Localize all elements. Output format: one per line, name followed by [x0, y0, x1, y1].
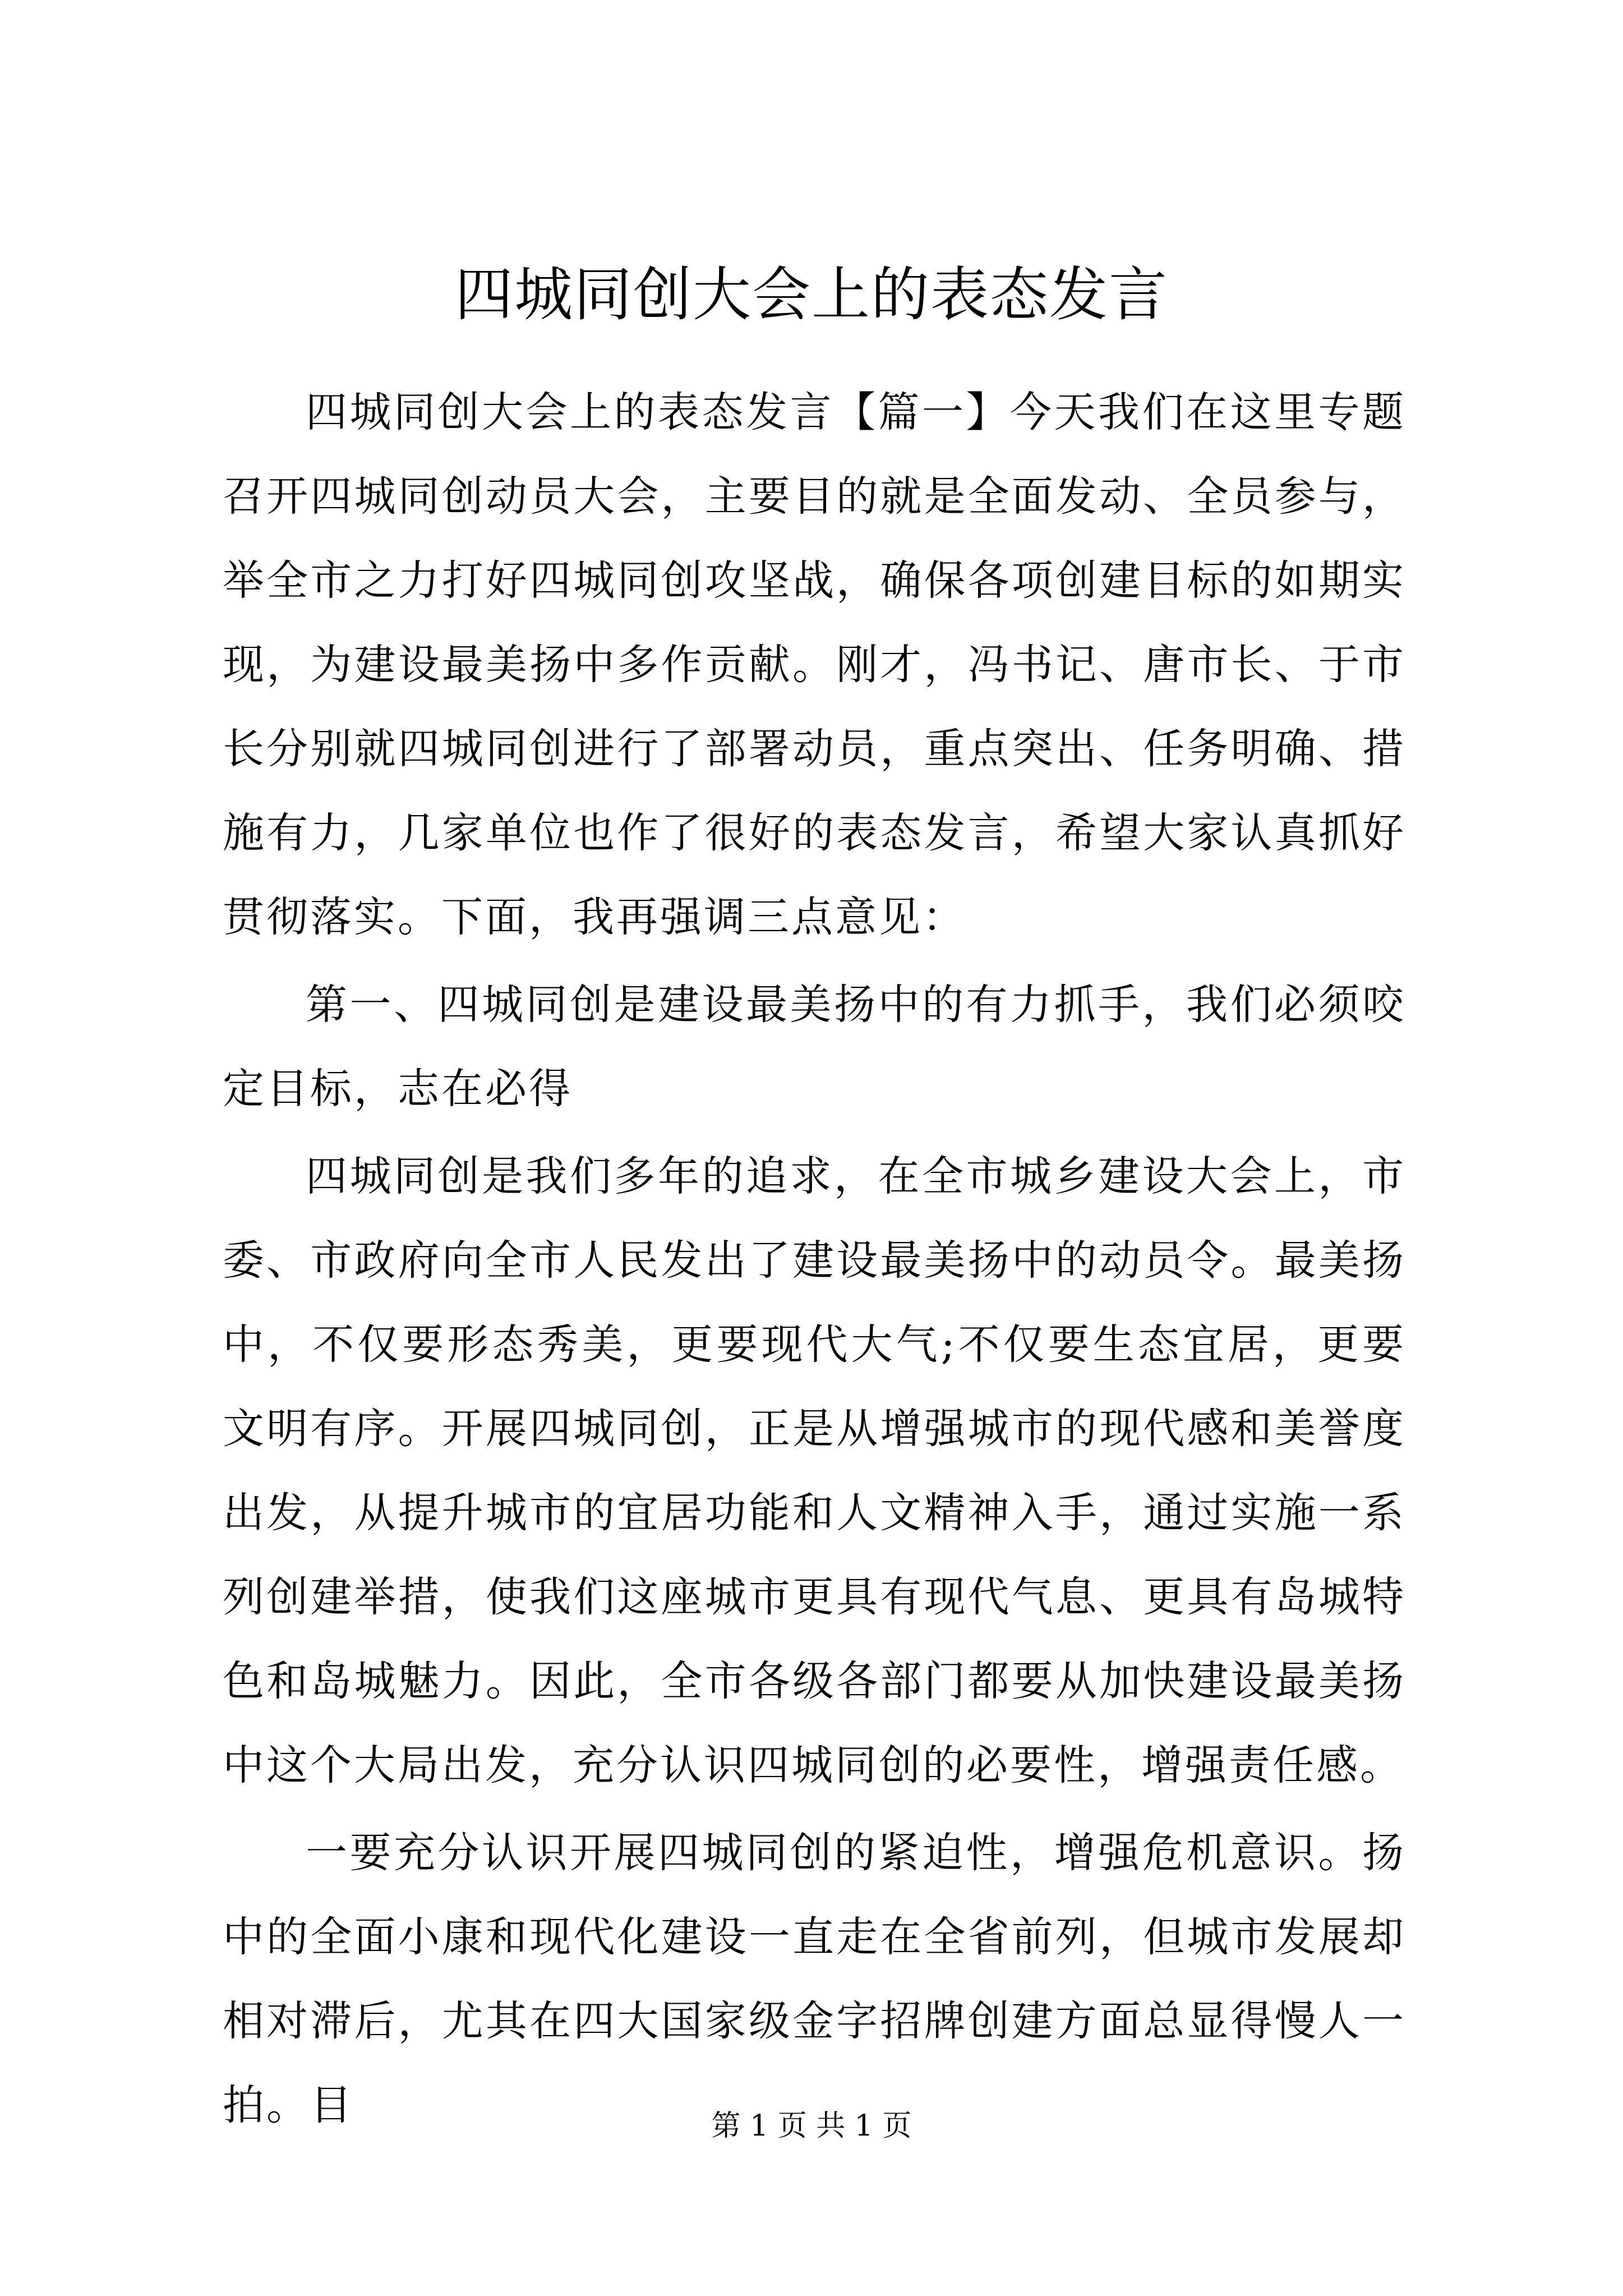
paragraph-4: 一要充分认识开展四城同创的紧迫性，增强危机意识。扬中的全面小康和现代化建设一直走在全省前列，但城市发展却相对滞后，尤其在四大国家级金字招牌创建方面总显得慢人一拍。目: [223, 1829, 1406, 2129]
document-body: [223, 370, 1406, 2147]
document-title: 四城同创大会上的表态发言: [454, 260, 1168, 329]
paragraph-3: 四城同创是我们多年的追求，在全市城乡建设大会上，市委、市政府向全市人民发出了建设最美扬中的动员令。最美扬中，不仅要形态秀美，更要现代大气;不仅要生态宜居，更要文明有序。开展四城同创，正是从增强城市的现代感和美誉度出发，从提升城市的宜居功能和人文精神入手，通过实施一系列创建举措，使我们这座城市更具有现代气息、更具有岛城特色和岛城魅力。因此，全市各级各部门都要从加快建设最美扬中这个大局出发，充分认识四城同创的必要性，增强责任感。: [223, 1152, 1406, 1789]
page-footer: 第 1 页 共 1 页: [711, 2109, 912, 2143]
paragraph-1: 四城同创大会上的表态发言【篇一】今天我们在这里专题召开四城同创动员大会，主要目的就是全面发动、全员参与，举全市之力打好四城同创攻坚战，确保各项创建目标的如期实现，为建设最美扬中多作贡献。刚才，冯书记、唐市长、于市长分别就四城同创进行了部署动员，重点突出、任务明确、措施有力，几家单位也作了很好的表态发言，希望大家认真抓好贯彻落实。下面，我再强调三点意见：: [223, 388, 1406, 941]
paragraph-2: 第一、四城同创是建设最美扬中的有力抓手，我们必须咬定目标，志在必得: [223, 981, 1406, 1113]
